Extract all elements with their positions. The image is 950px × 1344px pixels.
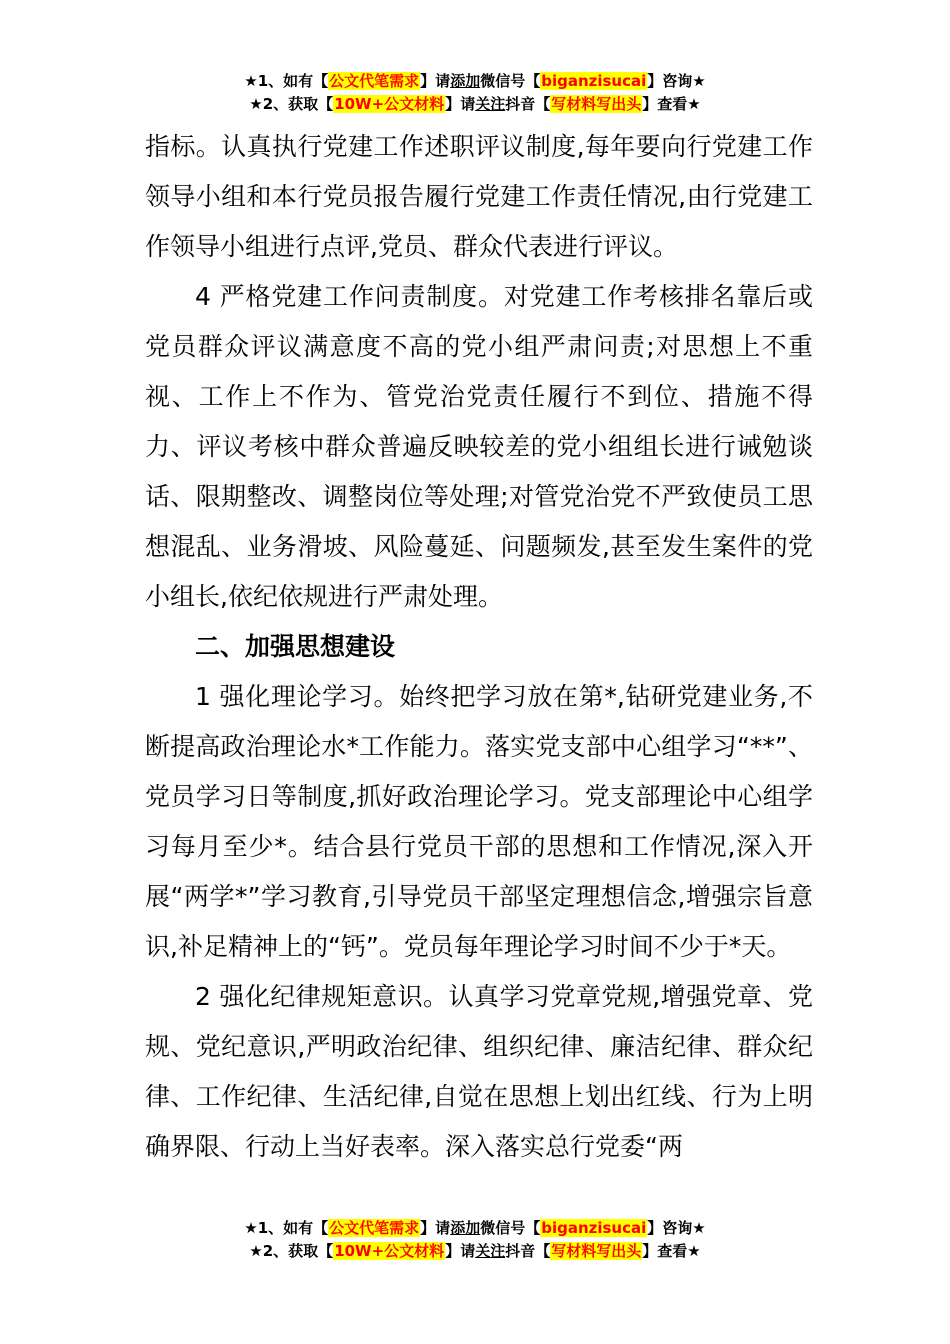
banner-text: 抖音【	[505, 1242, 551, 1260]
underlined-text: 关注	[475, 95, 506, 113]
highlight-wechat-id: biganzisucai	[541, 72, 647, 90]
banner-line-2	[0, 93, 950, 116]
header-banner	[0, 70, 950, 116]
banner-line-2	[0, 1240, 950, 1263]
highlight-douyin-id: 写材料写出头	[551, 95, 642, 113]
highlight-materials: 10W+公文材料	[334, 95, 445, 113]
banner-text: 】咨询★	[647, 1219, 706, 1237]
highlight-wechat-id: biganzisucai	[541, 1219, 647, 1237]
highlight-douyin-id: 写材料写出头	[551, 1242, 642, 1260]
paragraph: 1 强化理论学习。始终把学习放在第*,钻研党建业务,不断提高政治理论水*工作能力。落实党支部中心组学习“**”、党员学习日等制度,抓好政治理论学习。党支部理论中心组学习每月至少*。结合县行党员干部的思想和工作情况,深入开展“两学*”学习教育,引导党员干部坚定理想信念,增强宗旨意识,补足精神上的“钙”。党员每年理论学习时间不少于*天。	[145, 682, 813, 961]
paragraph: 2 强化纪律规矩意识。认真学习党章党规,增强党章、党规、党纪意识,严明政治纪律、组织纪律、廉洁纪律、群众纪律、工作纪律、生活纪律,自觉在思想上划出红线、行为上明确界限、行动上当好表率。深入落实总行党委“两	[145, 982, 813, 1161]
document-body	[145, 122, 813, 1172]
banner-text: 】请	[445, 1242, 476, 1260]
banner-text: 】查看★	[642, 95, 701, 113]
banner-text: 】请	[445, 95, 476, 113]
banner-text: 微信号【	[480, 72, 541, 90]
underlined-text: 关注	[475, 1242, 506, 1260]
section-heading: 二、加强思想建设	[195, 632, 396, 661]
underlined-text: 添加	[450, 72, 481, 90]
highlight-service: 公文代笔需求	[329, 72, 420, 90]
highlight-materials: 10W+公文材料	[334, 1242, 445, 1260]
banner-text: 】请	[420, 72, 451, 90]
banner-text: 】查看★	[642, 1242, 701, 1260]
highlight-service: 公文代笔需求	[329, 1219, 420, 1237]
banner-text: 】请	[420, 1219, 451, 1237]
banner-text: ★2、获取【	[249, 95, 334, 113]
banner-line-1	[0, 1217, 950, 1240]
banner-text: ★2、获取【	[249, 1242, 334, 1260]
banner-text: ★1、如有【	[244, 1219, 329, 1237]
paragraph: 指标。认真执行党建工作述职评议制度,每年要向行党建工作领导小组和本行党员报告履行党建工作责任情况,由行党建工作领导小组进行点评,党员、群众代表进行评议。	[145, 132, 813, 261]
banner-text: ★1、如有【	[244, 72, 329, 90]
banner-text: 】咨询★	[647, 72, 706, 90]
footer-banner	[0, 1217, 950, 1263]
banner-line-1	[0, 70, 950, 93]
banner-text: 抖音【	[505, 95, 551, 113]
paragraph: 4 严格党建工作问责制度。对党建工作考核排名靠后或党员群众评议满意度不高的党小组严肃问责;对思想上不重视、工作上不作为、管党治党责任履行不到位、措施不得力、评议考核中群众普遍反映较差的党小组组长进行诫勉谈话、限期整改、调整岗位等处理;对管党治党不严致使员工思想混乱、业务滑坡、风险蔓延、问题频发,甚至发生案件的党小组长,依纪依规进行严肃处理。	[145, 282, 813, 611]
banner-text: 微信号【	[480, 1219, 541, 1237]
underlined-text: 添加	[450, 1219, 481, 1237]
